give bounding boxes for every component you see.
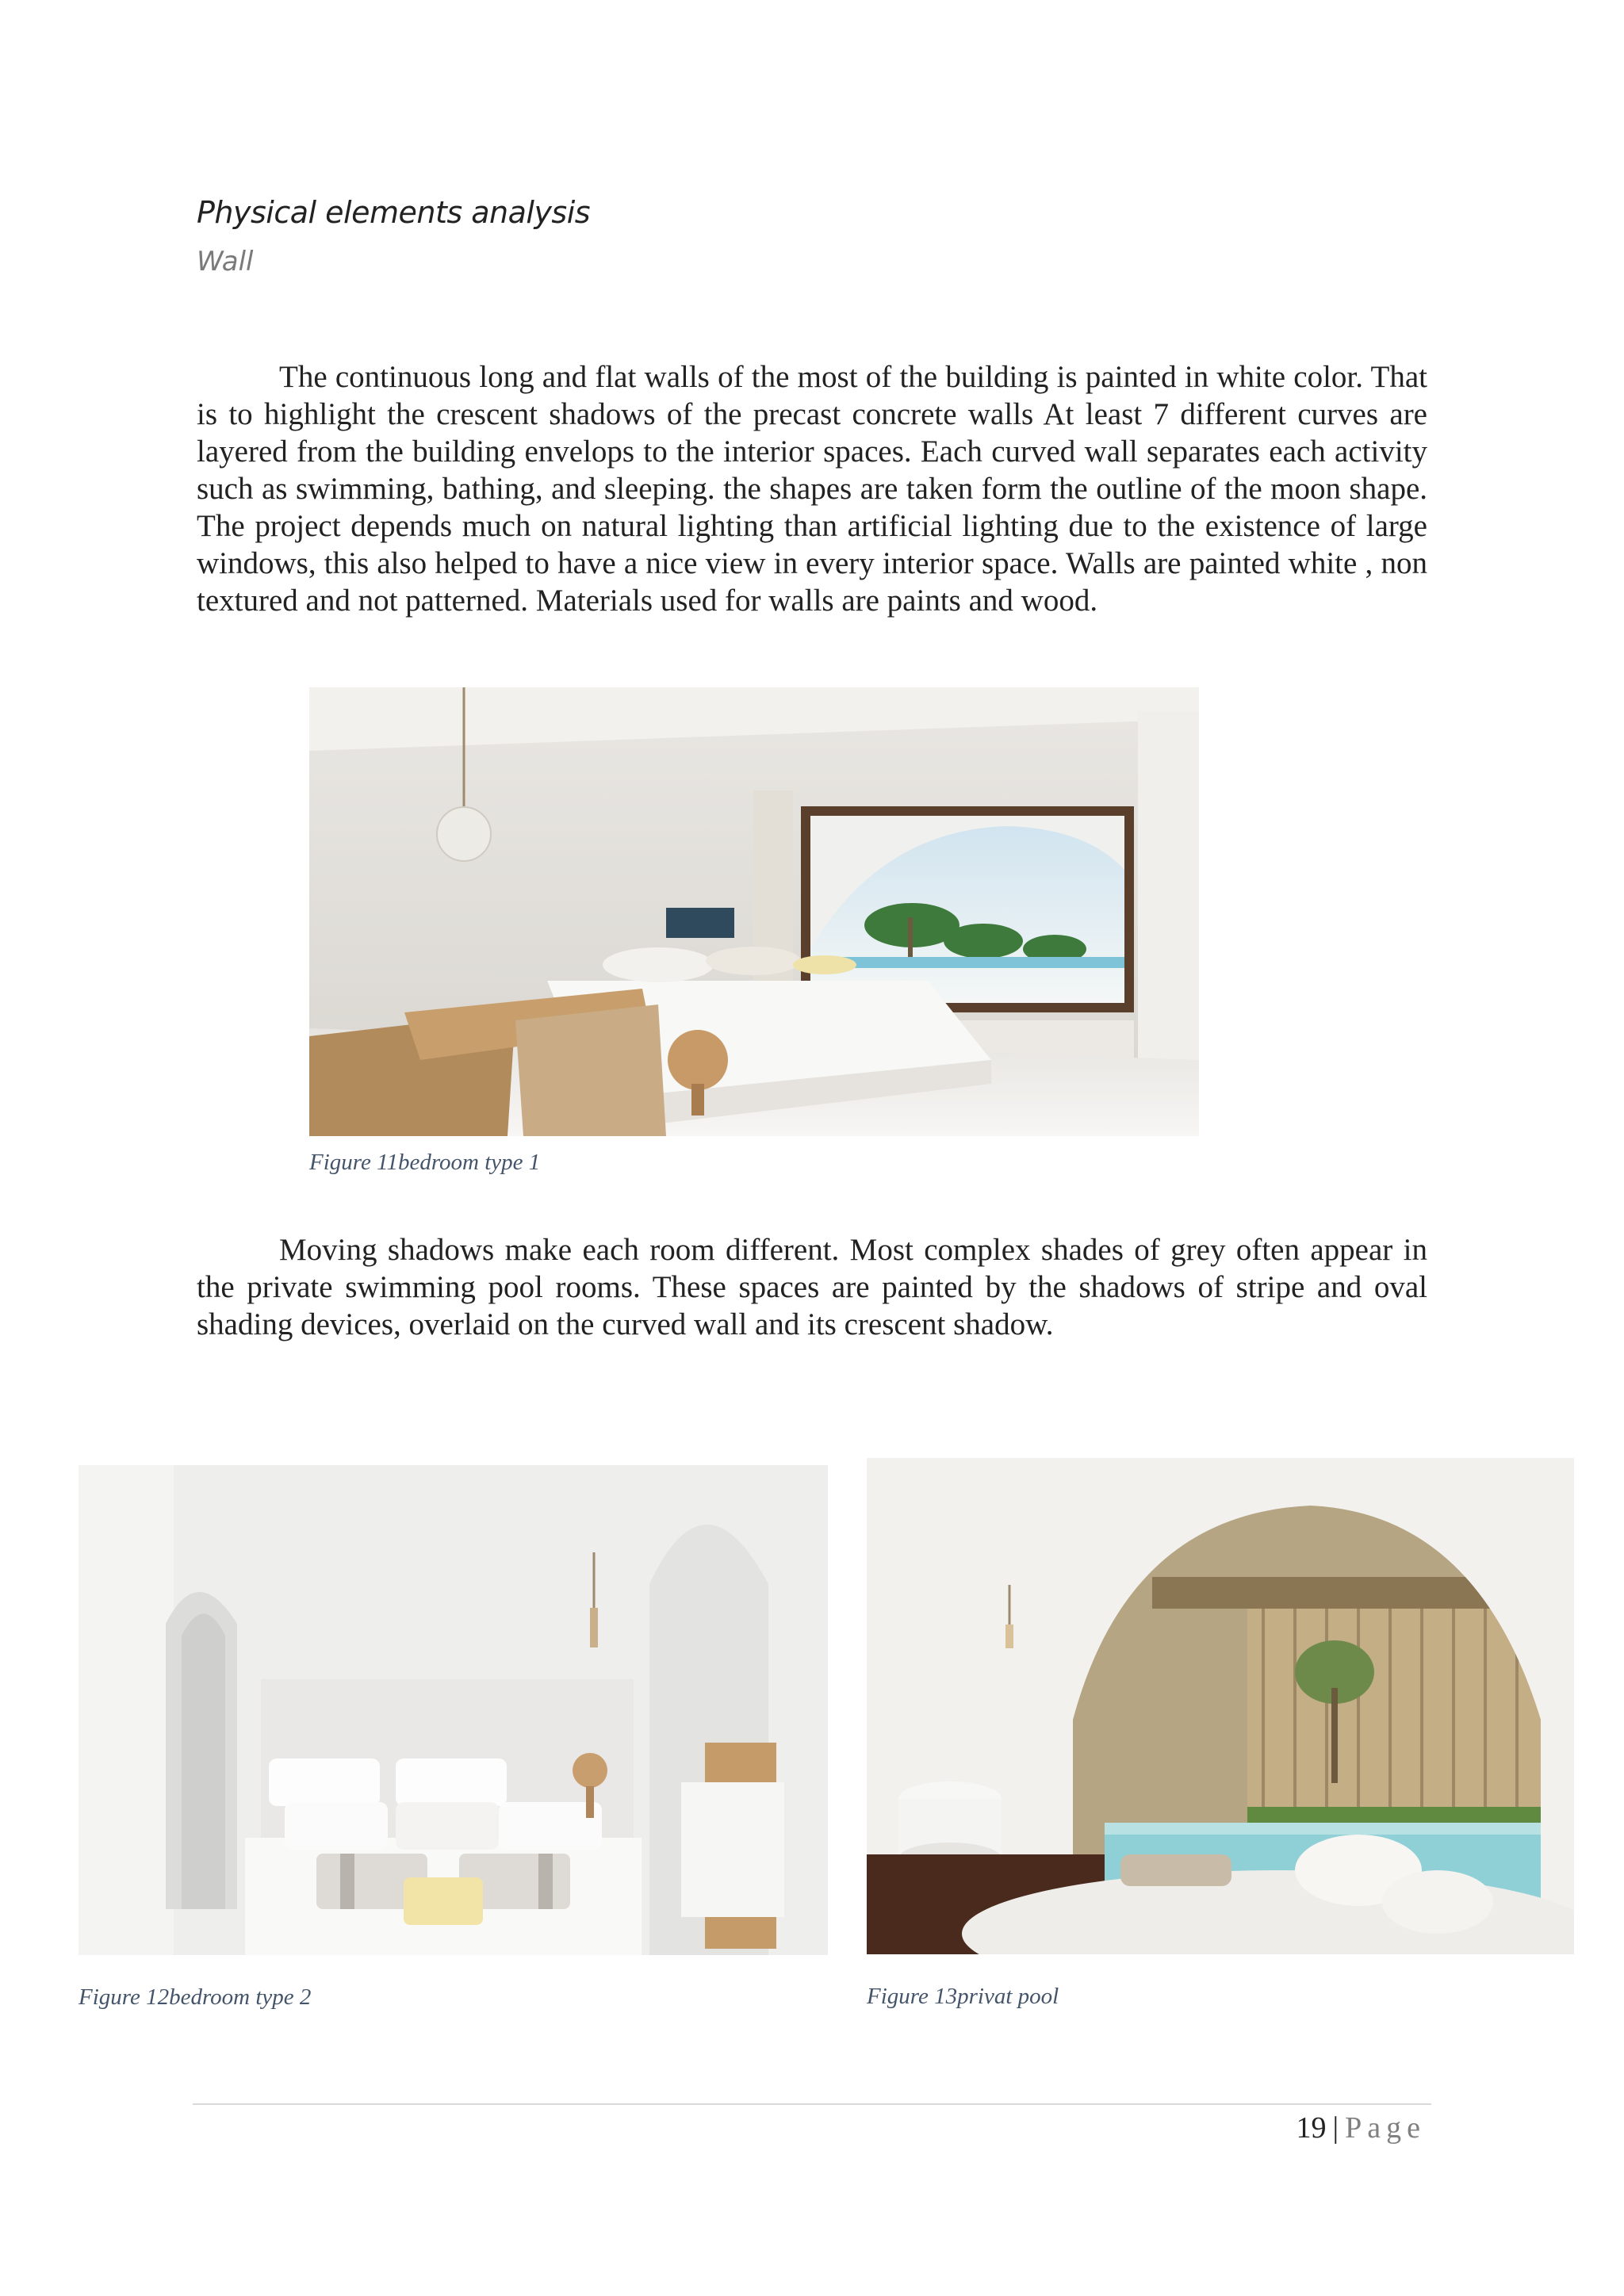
figure-caption: Figure 13privat pool — [867, 1984, 1059, 2009]
footer-divider — [193, 2103, 1431, 2105]
figure-bedroom-type-2-photo — [79, 1465, 828, 1955]
section-title: Physical elements analysis — [197, 195, 591, 230]
body-paragraph-2 — [197, 1231, 1427, 1343]
page-label: Page — [1345, 2111, 1426, 2145]
body-paragraph-1 — [197, 358, 1427, 619]
paragraph-text: Moving shadows make each room different. Most complex shades of grey often appear in the private swimming pool rooms. These spaces are painted by the shadows of stripe and oval shading devices, overlaid on the curved wall and its crescent shadow. — [197, 1233, 1427, 1341]
figure-caption: Figure 11bedroom type 1 — [309, 1150, 541, 1175]
page-footer — [1297, 2110, 1426, 2145]
figure-bedroom-type-1-photo — [309, 687, 1199, 1136]
footer-separator: | — [1332, 2111, 1339, 2145]
page-number: 19 — [1296, 2111, 1327, 2145]
paragraph-text: The continuous long and flat walls of the most of the building is painted in white color. That is to highlight the crescent shadows of the precast concrete walls At least 7 different curves are layered from the building envelops to the interior spaces. Each curved wall separates each activity such as swimming, bathing, and sleeping. the shapes are taken form the outline of the moon shape. The project depends much on natural lighting than artificial lighting due to the existence of large windows, this also helped to have a nice view in every interior space. Walls are painted white , non textured and not patterned. Materials used for walls are paints and wood. — [197, 360, 1427, 618]
figure-caption: Figure 12bedroom type 2 — [79, 1984, 312, 2010]
section-subtitle: Wall — [197, 246, 254, 277]
figure-private-pool-photo — [867, 1458, 1574, 1954]
